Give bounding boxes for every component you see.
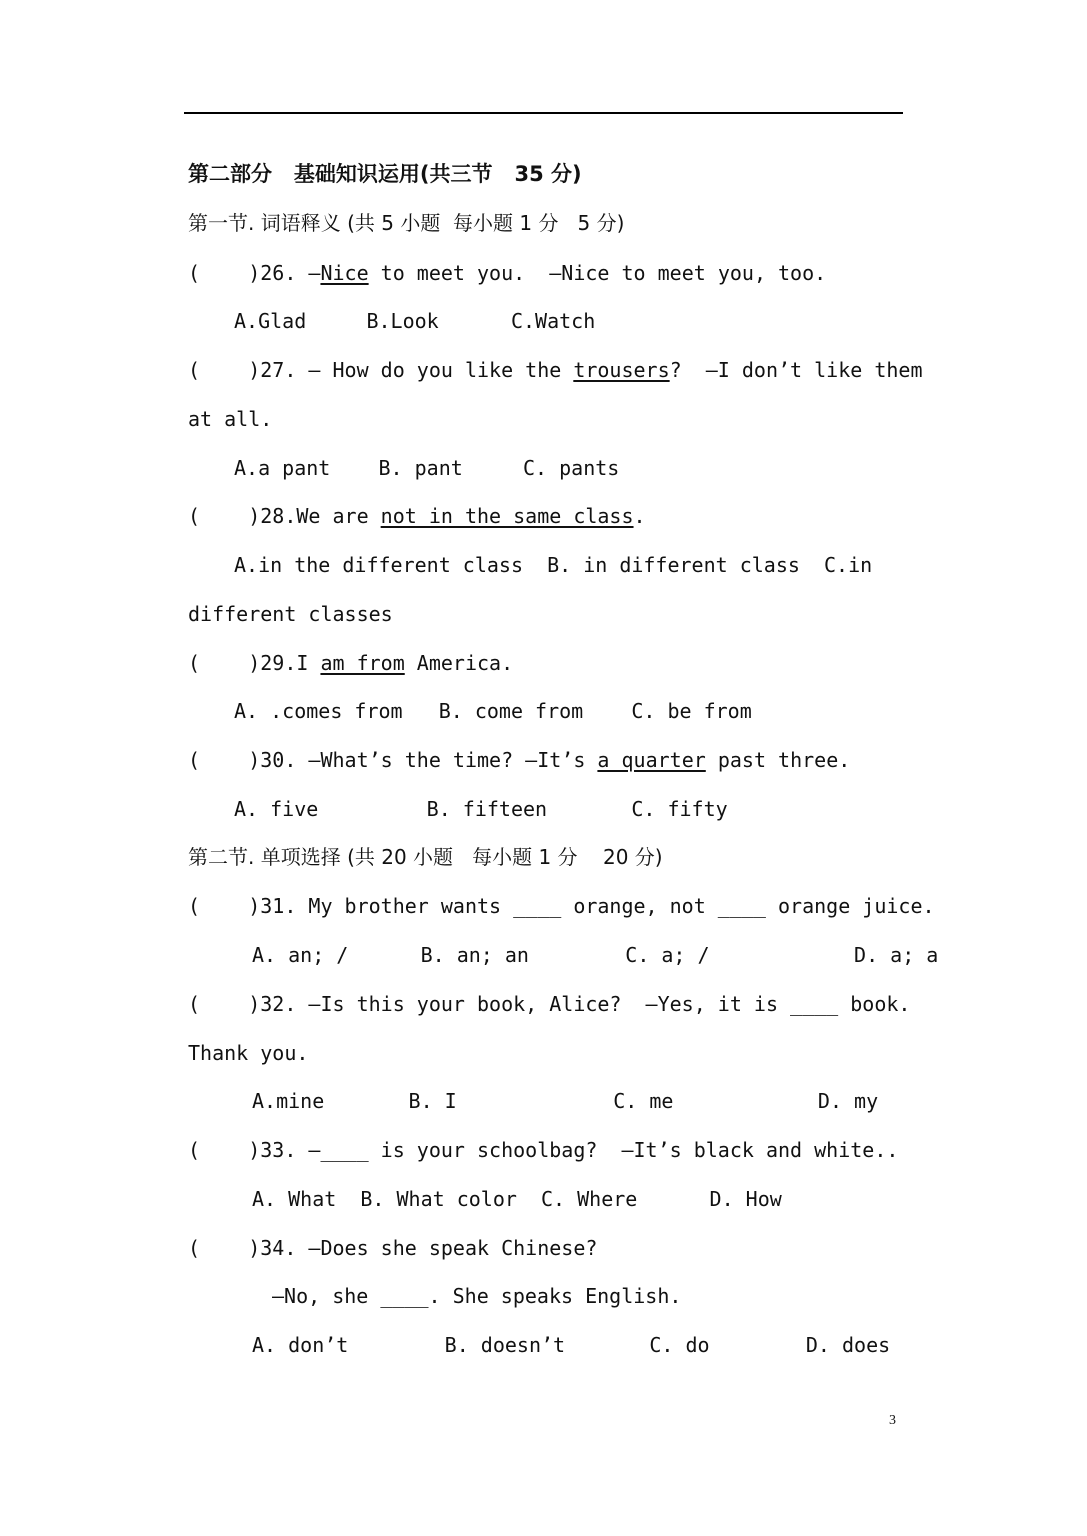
question-34: ( )34. —Does she speak Chinese? bbox=[188, 1236, 598, 1260]
underlined-phrase: Nice bbox=[320, 261, 369, 285]
question-33: ( )33. —____ is your schoolbag? —It’s black and white.. bbox=[188, 1138, 899, 1162]
question-32-options: A.mine B. I C. me D. my bbox=[252, 1089, 879, 1113]
question-27-options: A.a pant B. pant C. pants bbox=[234, 456, 620, 480]
underlined-phrase: am from bbox=[320, 651, 405, 675]
question-32: ( )32. —Is this your book, Alice? —Yes, it is ____ book. bbox=[188, 992, 911, 1016]
section-1-title: 第一节. 词语释义 (共 5 小题 每小题 1 分 5 分) bbox=[188, 211, 625, 235]
part-title: 第二部分 基础知识运用(共三节 35 分) bbox=[188, 162, 582, 186]
question-34-answer-line: —No, she ____. She speaks English. bbox=[272, 1284, 682, 1308]
question-27-continuation: at all. bbox=[188, 407, 273, 431]
question-32-continuation: Thank you. bbox=[188, 1041, 309, 1065]
question-26-options: A.Glad B.Look C.Watch bbox=[234, 309, 596, 333]
question-31-options: A. an; / B. an; an C. a; / D. a; a bbox=[252, 943, 939, 967]
question-33-options: A. What B. What color C. Where D. How bbox=[252, 1187, 782, 1211]
question-28-options: A.in the different class B. in different class C.in bbox=[234, 553, 873, 577]
underlined-phrase: not in the same class bbox=[380, 504, 634, 528]
question-34-options: A. don’t B. doesn’t C. do D. does bbox=[252, 1333, 891, 1357]
question-26: ( )26. —Nice to meet you. —Nice to meet you, too. bbox=[188, 261, 827, 285]
question-29: ( )29.I am from America. bbox=[188, 651, 514, 675]
question-29-options: A. .comes from B. come from C. be from bbox=[234, 699, 752, 723]
question-28-continuation: different classes bbox=[188, 602, 393, 626]
question-28: ( )28.We are not in the same class. bbox=[188, 504, 646, 528]
underlined-phrase: a quarter bbox=[597, 748, 706, 772]
question-30-options: A. five B. fifteen C. fifty bbox=[234, 797, 728, 821]
section-2-title: 第二节. 单项选择 (共 20 小题 每小题 1 分 20 分) bbox=[188, 845, 663, 869]
underlined-phrase: trousers bbox=[573, 358, 670, 382]
question-30: ( )30. —What’s the time? —It’s a quarter past three. bbox=[188, 748, 851, 772]
question-31: ( )31. My brother wants ____ orange, not ____ orange juice. bbox=[188, 894, 935, 918]
page-number: 3 bbox=[889, 1413, 896, 1428]
question-27: ( )27. — How do you like the trousers? —I don’t like them bbox=[188, 358, 923, 382]
header-rule bbox=[184, 112, 903, 114]
